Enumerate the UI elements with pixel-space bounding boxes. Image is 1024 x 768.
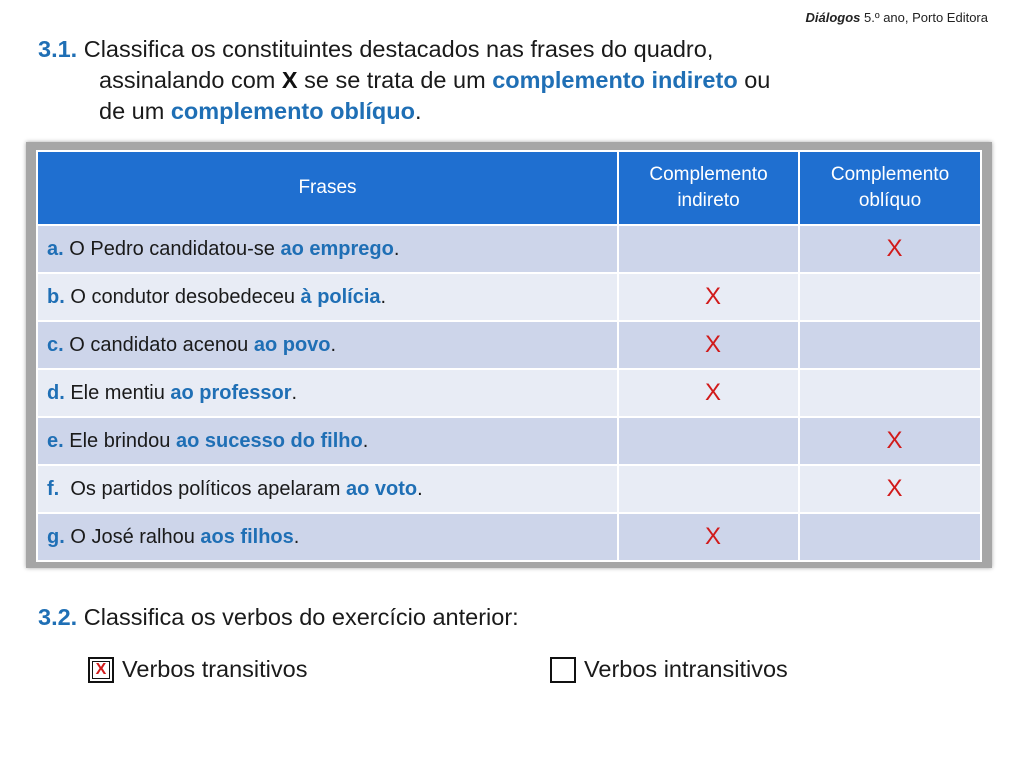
sentence-letter: d. xyxy=(47,381,65,404)
sentence-end: . xyxy=(417,477,423,500)
table-row xyxy=(37,513,981,561)
exercise-1-number: 3.1. xyxy=(38,36,78,62)
table-row xyxy=(37,369,981,417)
sentence-end: . xyxy=(293,525,300,548)
sentence-letter: a. xyxy=(47,237,64,260)
option-intransitive[interactable] xyxy=(550,656,788,683)
table-row xyxy=(37,417,981,465)
sentence-cell xyxy=(37,513,618,561)
intransitive-checkbox[interactable] xyxy=(550,657,576,683)
highlighted-constituent: ao emprego xyxy=(280,237,394,260)
sentence-text: Ele mentiu xyxy=(64,381,171,404)
obliquo-cell[interactable]: X xyxy=(799,225,981,273)
sentence-cell xyxy=(37,465,618,513)
header-complemento-obliquo: Complemento oblíquo xyxy=(799,151,981,225)
exercise-1-statement xyxy=(38,34,938,127)
indireto-cell[interactable] xyxy=(618,465,799,513)
line2-x-mark: X xyxy=(281,67,298,93)
highlighted-constituent: ao professor xyxy=(170,381,292,404)
sentence-end: . xyxy=(362,429,369,452)
indireto-cell[interactable]: X xyxy=(618,369,799,417)
header-complemento-indireto: Complemento indireto xyxy=(618,151,799,225)
highlighted-constituent: aos filhos xyxy=(200,525,294,548)
obliquo-cell[interactable] xyxy=(799,369,981,417)
line3-text-end: . xyxy=(414,98,422,124)
exercise-1-line3 xyxy=(38,96,938,127)
indireto-cell[interactable]: X xyxy=(618,321,799,369)
sentence-letter: g. xyxy=(47,525,65,548)
book-details: 5.º ano, Porto Editora xyxy=(860,10,988,25)
indireto-cell[interactable]: X xyxy=(618,273,799,321)
sentence-end: . xyxy=(291,381,298,404)
table-frame xyxy=(26,142,992,568)
exercise-1-line1: Classifica os constituintes destacados nas frases do quadro, xyxy=(83,36,714,62)
sentence-end: . xyxy=(330,333,337,356)
sentence-text: O Pedro candidatou-se xyxy=(63,237,281,260)
indireto-cell[interactable] xyxy=(618,225,799,273)
table-header-row xyxy=(37,151,981,225)
term-complemento-indireto: complemento indireto xyxy=(492,67,738,93)
sentence-cell xyxy=(37,321,618,369)
exercise-2-text: Classifica os verbos do exercício anterior: xyxy=(83,604,519,630)
highlighted-constituent: ao povo xyxy=(253,333,331,356)
table-row xyxy=(37,321,981,369)
checkbox-x-mark: X xyxy=(92,661,110,679)
transitive-checkbox[interactable] xyxy=(88,657,114,683)
term-complemento-obliquo: complemento oblíquo xyxy=(170,98,415,124)
sentence-text: Ele brindou xyxy=(63,429,176,452)
book-title: Diálogos xyxy=(805,10,861,25)
sentence-end: . xyxy=(380,285,387,308)
intransitive-label: Verbos intransitivos xyxy=(584,656,788,682)
indireto-cell[interactable]: X xyxy=(618,513,799,561)
highlighted-constituent: ao sucesso do filho xyxy=(175,429,363,452)
highlighted-constituent: ao voto xyxy=(346,477,418,500)
sentences-table xyxy=(36,150,982,562)
obliquo-cell[interactable]: X xyxy=(799,465,981,513)
sentence-text: Os partidos políticos apelaram xyxy=(59,477,347,500)
source-citation xyxy=(805,10,988,25)
option-transitive[interactable] xyxy=(88,656,307,683)
highlighted-constituent: à polícia xyxy=(300,285,381,308)
sentence-text: O candidato acenou xyxy=(63,333,254,356)
sentence-cell xyxy=(37,273,618,321)
line2-text-mid: se se trata de um xyxy=(297,67,493,93)
sentence-letter: c. xyxy=(47,333,64,356)
table-row xyxy=(37,273,981,321)
sentence-cell xyxy=(37,369,618,417)
exercise-2-number: 3.2. xyxy=(38,604,78,630)
table-row xyxy=(37,225,981,273)
exercise-1-line2 xyxy=(38,65,938,96)
table-row xyxy=(37,465,981,513)
obliquo-cell[interactable]: X xyxy=(799,417,981,465)
obliquo-cell[interactable] xyxy=(799,513,981,561)
indireto-cell[interactable] xyxy=(618,417,799,465)
sentence-text: O condutor desobedeceu xyxy=(64,285,301,308)
sentence-letter: e. xyxy=(47,429,64,452)
exercise-2-statement xyxy=(38,604,519,631)
sentence-letter: f. xyxy=(47,477,60,500)
sentence-text: O José ralhou xyxy=(64,525,201,548)
sentence-letter: b. xyxy=(47,285,65,308)
sentence-cell xyxy=(37,225,618,273)
line2-text-end: ou xyxy=(737,67,771,93)
line2-text: assinalando com xyxy=(99,67,282,93)
transitive-label: Verbos transitivos xyxy=(122,656,308,682)
header-frases: Frases xyxy=(37,151,618,225)
line3-text: de um xyxy=(99,98,171,124)
obliquo-cell[interactable] xyxy=(799,273,981,321)
obliquo-cell[interactable] xyxy=(799,321,981,369)
sentence-end: . xyxy=(393,237,400,260)
sentence-cell xyxy=(37,417,618,465)
